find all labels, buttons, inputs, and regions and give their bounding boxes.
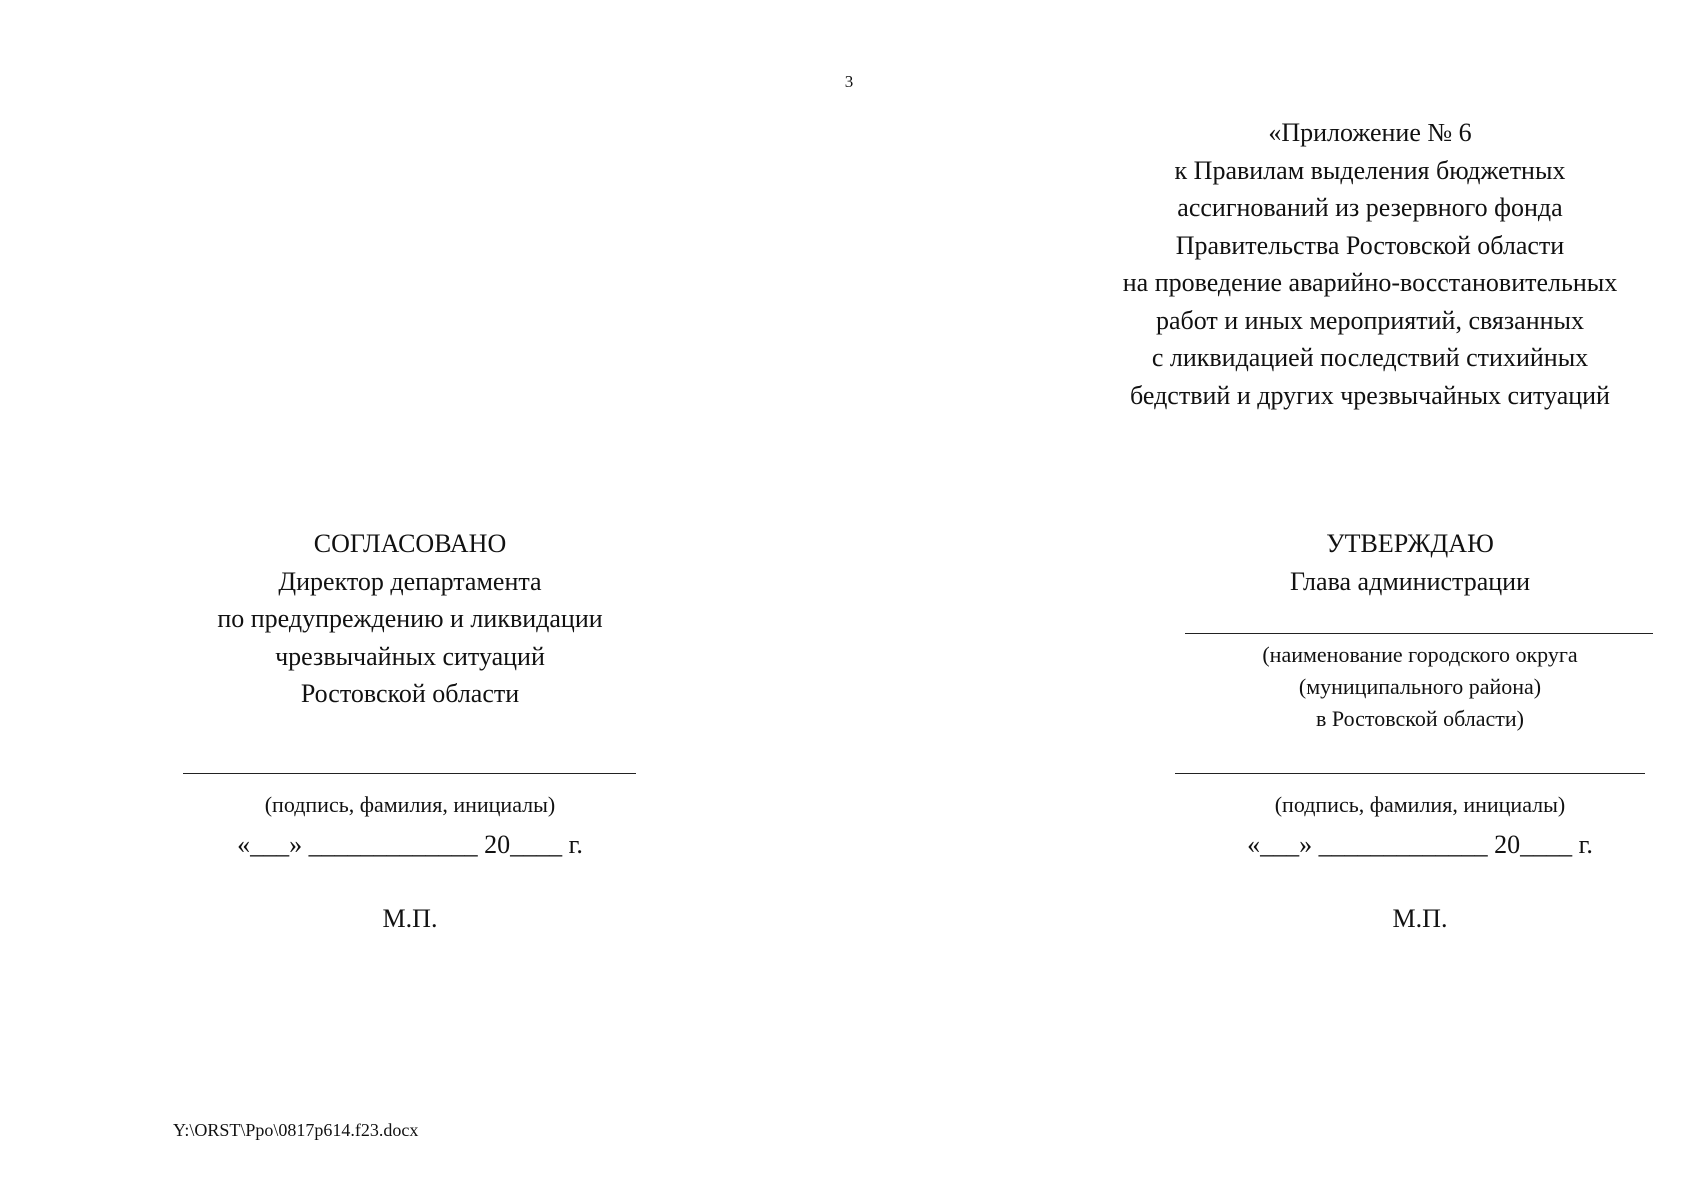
- agreed-position-line: Директор департамента: [278, 566, 542, 596]
- agreed-signature-caption: (подпись, фамилия, инициалы): [264, 792, 556, 817]
- appendix-line: «Приложение № 6: [1268, 118, 1472, 147]
- agreed-heading: СОГЛАСОВАНО: [313, 529, 507, 558]
- appendix-line: ассигнований из резервного фонда: [1177, 193, 1563, 222]
- approved-date-line: «___» _____________ 20____ г.: [1247, 830, 1593, 859]
- org-caption-line: (наименование городского округа: [1262, 642, 1578, 667]
- approved-position-line: Глава администрации: [1289, 566, 1531, 596]
- approved-stamp: М.П.: [1392, 904, 1448, 933]
- approved-org-line: [1185, 633, 1653, 634]
- appendix-header: [1100, 114, 1640, 414]
- approval-block-agreed: [160, 525, 660, 713]
- approved-signature-line: [1175, 773, 1645, 774]
- agreed-date-line: «___» _____________ 20____ г.: [237, 830, 583, 859]
- appendix-line: с ликвидацией последствий стихийных: [1151, 343, 1589, 372]
- agreed-position-line: Ростовской области: [300, 679, 520, 708]
- approved-heading: УТВЕРЖДАЮ: [1326, 529, 1494, 558]
- footer-file-path: Y:\ORST\Ppo\0817p614.f23.docx: [173, 1120, 419, 1140]
- appendix-line: на проведение аварийно-восстановительных: [1122, 268, 1618, 297]
- appendix-line: работ и иных мероприятий, связанных: [1155, 305, 1584, 335]
- org-caption-line: в Ростовской области): [1316, 706, 1524, 731]
- approved-signature-caption: (подпись, фамилия, инициалы): [1274, 792, 1566, 817]
- approval-block-approved: [1160, 525, 1660, 600]
- agreed-signature-line: [183, 773, 636, 774]
- appendix-line: Правительства Ростовской области: [1175, 230, 1565, 260]
- appendix-line: бедствий и других чрезвычайных ситуаций: [1130, 380, 1610, 410]
- appendix-line: к Правилам выделения бюджетных: [1174, 155, 1566, 185]
- agreed-stamp: М.П.: [382, 904, 438, 933]
- org-caption-line: (муниципального района): [1298, 674, 1542, 699]
- approved-org-caption: [1160, 639, 1680, 735]
- page-number: 3: [844, 72, 854, 91]
- agreed-position-line: чрезвычайных ситуаций: [275, 641, 545, 671]
- agreed-position-line: по предупреждению и ликвидации: [217, 604, 603, 633]
